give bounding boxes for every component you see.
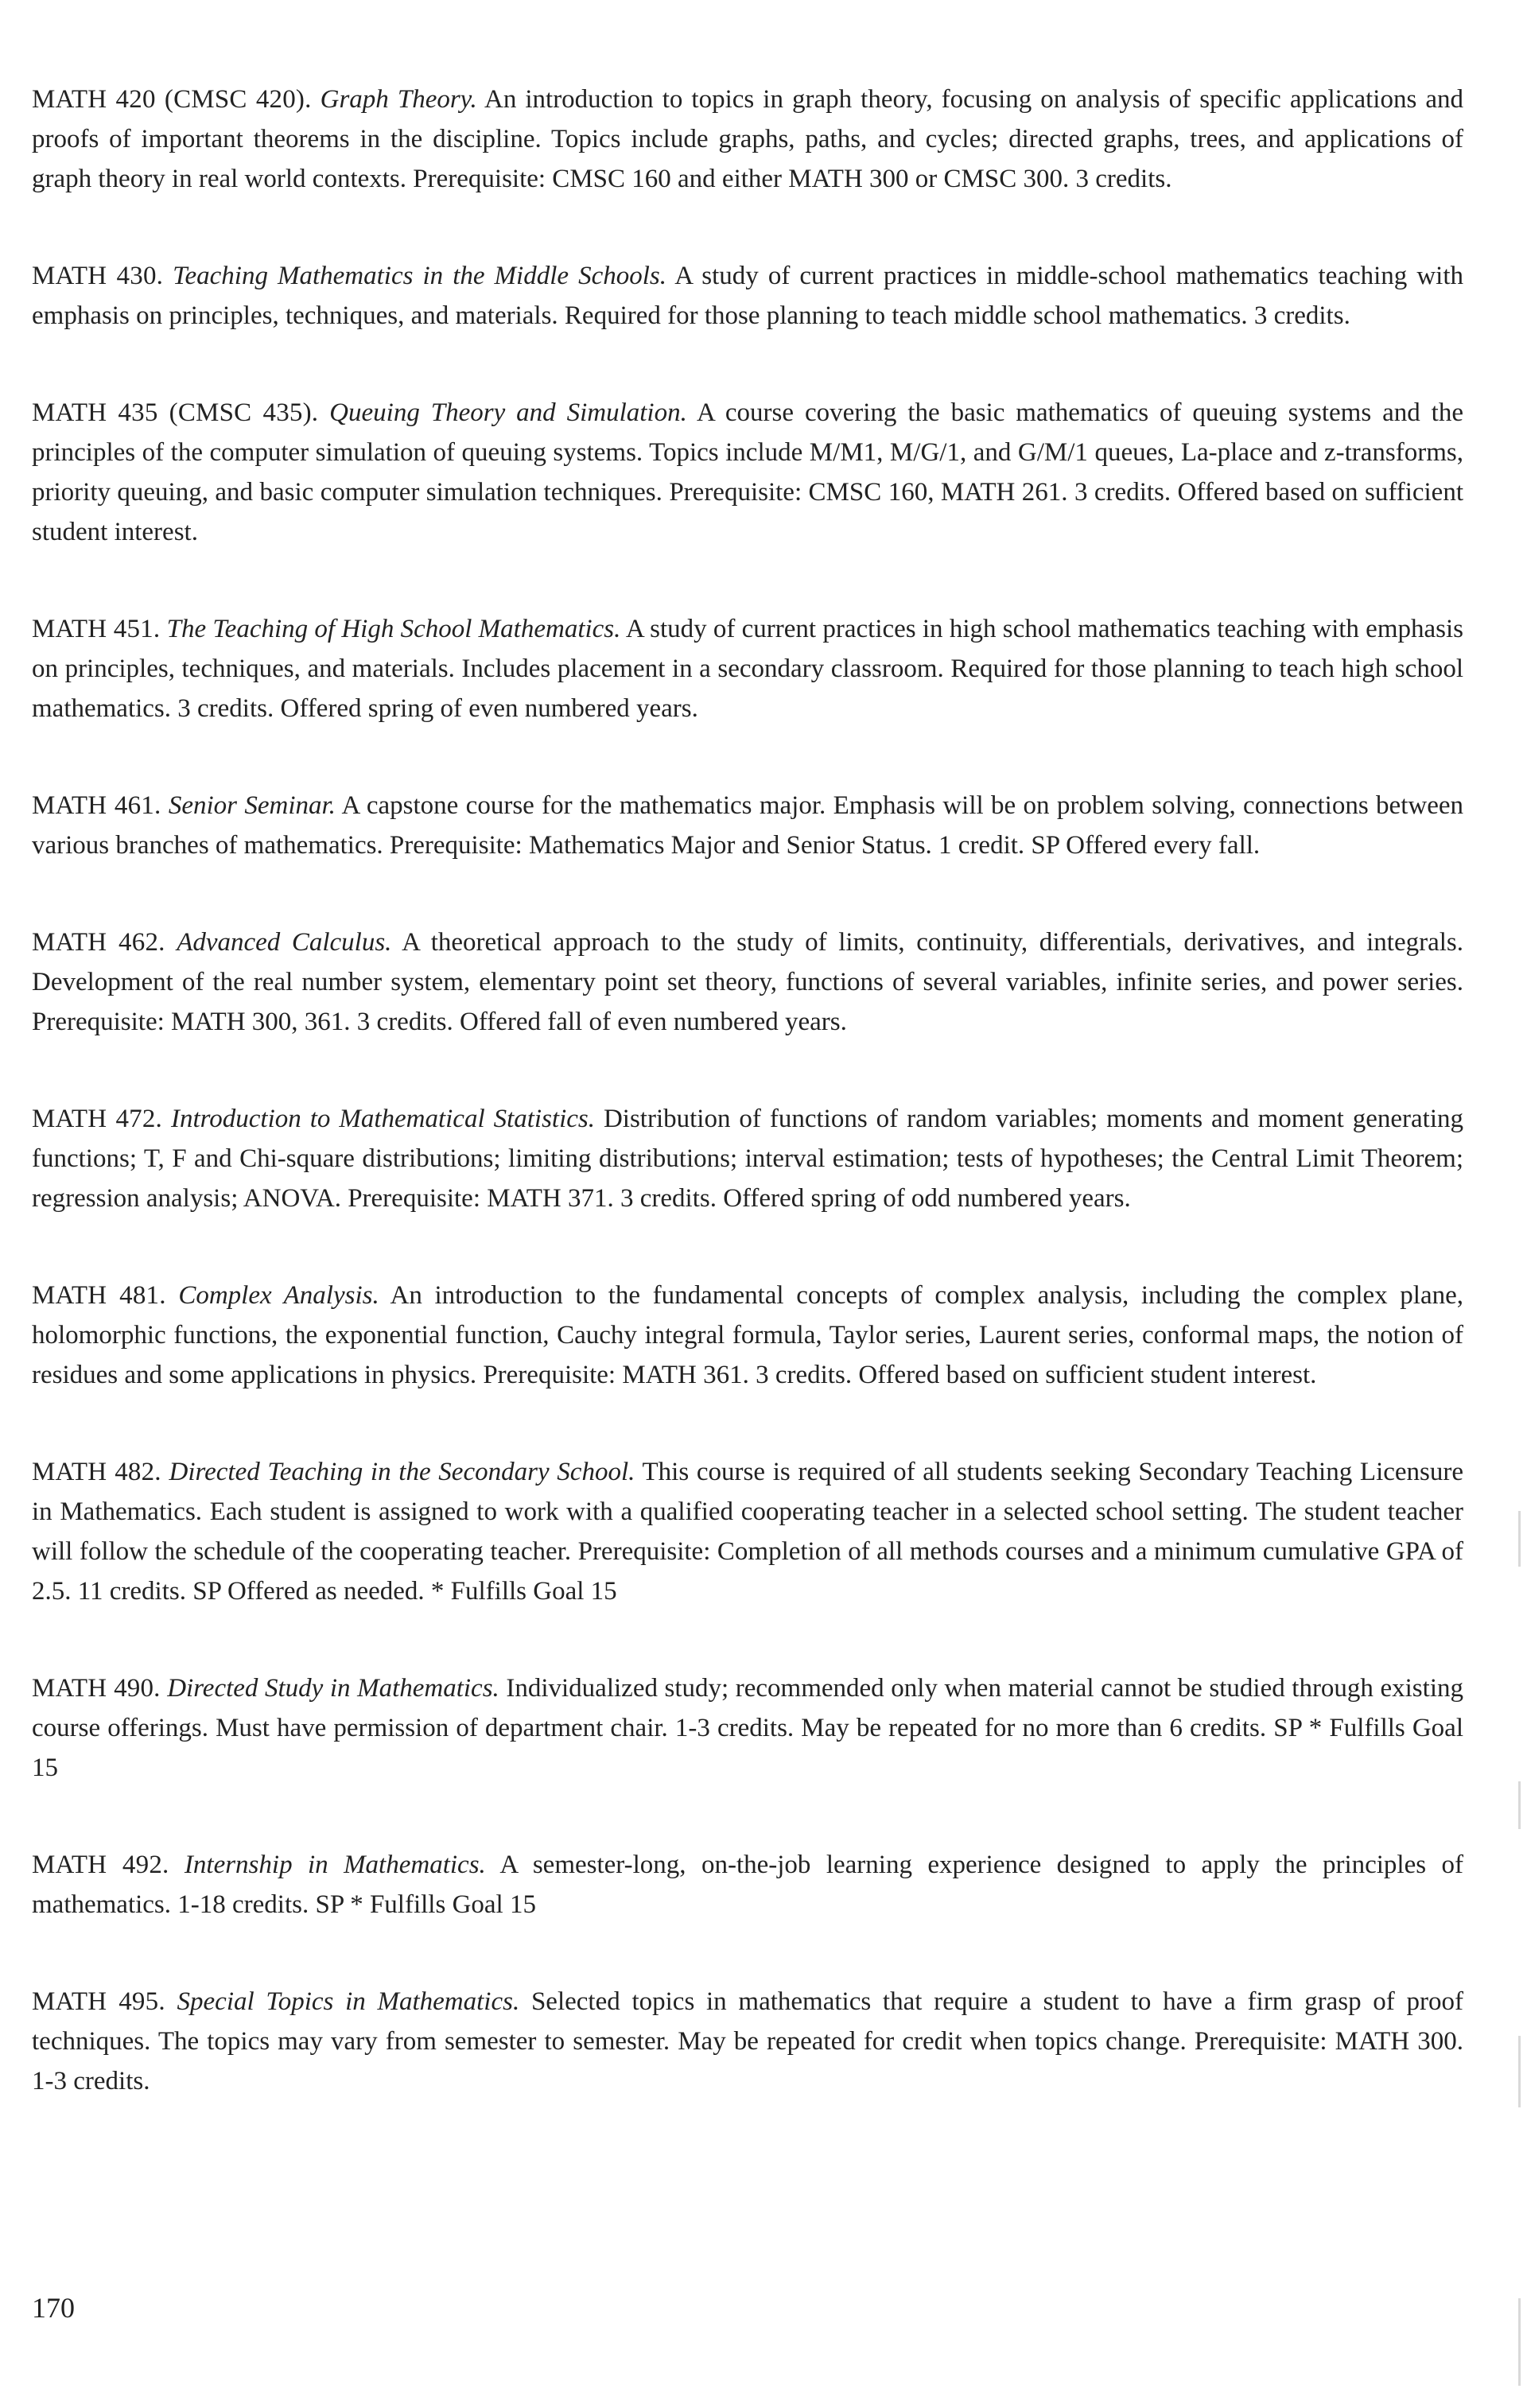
course-title: Special Topics in Mathematics. — [177, 1987, 520, 2016]
course-entry-math-420 — [32, 80, 1463, 199]
course-title: Senior Seminar. — [168, 791, 336, 820]
course-description: Selected topics in mathematics that require a student to have a firm grasp of proof techniques. The topics may vary from semester to semester. May be repeated for credit when topics change. Prerequisite: MATH 300. 1-3 credits. — [32, 1987, 1463, 2095]
course-code: MATH 435 (CMSC 435). — [32, 398, 319, 427]
course-entry-math-472 — [32, 1099, 1463, 1218]
course-title: Graph Theory. — [320, 85, 477, 114]
course-code: MATH 451. — [32, 615, 161, 643]
page-number: 170 — [32, 2292, 75, 2324]
course-description: A capstone course for the mathematics major. Emphasis will be on problem solving, connections between various branches of mathematics. Prerequisite: Mathematics Major and Senior Status. 1 credit. SP Offered every fall. — [32, 791, 1463, 860]
course-description: This course is required of all students seeking Secondary Teaching Licensure in Mathematics. Each student is assigned to work with a qualified cooperating teacher in a selected school setting. The student teacher will follow the schedule of the cooperating teacher. Prerequisite: Completion of all methods courses and a minimum cumulative GPA of 2.5. 11 credits. SP Offered as needed. * Fulfills Goal 15 — [32, 1458, 1464, 1606]
course-entry-math-481 — [32, 1276, 1463, 1395]
course-code: MATH 495. — [32, 1987, 165, 2016]
course-entry-math-462 — [32, 922, 1463, 1042]
course-title: Internship in Mathematics. — [184, 1851, 486, 1879]
course-title: Directed Teaching in the Secondary School. — [169, 1458, 635, 1486]
course-entry-math-461 — [32, 786, 1463, 865]
course-entry-math-451 — [32, 609, 1463, 728]
course-code: MATH 472. — [32, 1105, 163, 1133]
course-description: A study of current practices in middle-school mathematics teaching with emphasis on principles, techniques, and materials. Required for those planning to teach middle school mathematics. 3 credits. — [32, 262, 1463, 330]
course-entry-math-495 — [32, 1982, 1463, 2101]
course-listing — [32, 80, 1463, 2158]
course-entry-math-482 — [32, 1452, 1463, 1611]
course-description: An introduction to topics in graph theory, focusing on analysis of specific applications and proofs of important theorems in the discipline. Topics include graphs, paths, and cycles; directed graphs, trees, and applications of graph theory in real world contexts. Prerequisite: CMSC 160 and either MATH 300 or CMSC 300. 3 credits. — [32, 85, 1464, 193]
course-title: Directed Study in Mathematics. — [167, 1674, 499, 1703]
course-entry-math-435 — [32, 393, 1463, 552]
course-code: MATH 461. — [32, 791, 161, 820]
course-title: The Teaching of High School Mathematics. — [166, 615, 621, 643]
course-description: A semester-long, on-the-job learning experience designed to apply the principles of mathematics. 1-18 credits. SP * Fulfills Goal 15 — [32, 1851, 1464, 1919]
course-description: A course covering the basic mathematics of queuing systems and the principles of the computer simulation of queuing systems. Topics include M/M1, M/G/1, and G/M/1 queues, La-place and z-transforms, priority queuing, and basic computer simulation techniques. Prerequisite: CMSC 160, MATH 261. 3 credits. Offered based on sufficient student interest. — [32, 398, 1463, 546]
course-title: Teaching Mathematics in the Middle Schools. — [173, 262, 666, 290]
course-code: MATH 462. — [32, 928, 165, 957]
course-title: Queuing Theory and Simulation. — [329, 398, 687, 427]
course-description: Individualized study; recommended only when material cannot be studied through existing course offerings. Must have permission of department chair. 1-3 credits. May be repeated for no more than 6 credits. SP * Fulfills Goal 15 — [32, 1674, 1463, 1782]
scan-edge-mark — [1518, 1781, 1521, 1829]
course-code: MATH 430. — [32, 262, 164, 290]
course-title: Introduction to Mathematical Statistics. — [170, 1105, 595, 1133]
course-code: MATH 492. — [32, 1851, 169, 1879]
course-code: MATH 490. — [32, 1674, 161, 1703]
course-description: An introduction to the fundamental concepts of complex analysis, including the complex plane, holomorphic functions, the exponential function, Cauchy integral formula, Taylor series, Laurent series, conformal maps, the notion of residues and some applications in physics. Prerequisite: MATH 361. 3 credits. Offered based on sufficient student interest. — [32, 1281, 1463, 1389]
course-code: MATH 420 (CMSC 420). — [32, 85, 312, 114]
course-code: MATH 482. — [32, 1458, 161, 1486]
course-title: Complex Analysis. — [178, 1281, 379, 1310]
course-description: Distribution of functions of random variables; moments and moment generating functions; T, F and Chi-square distributions; limiting distributions; interval estimation; tests of hypotheses; the Central Limit Theorem; regression analysis; ANOVA. Prerequisite: MATH 371. 3 credits. Offered spring of odd numbered years. — [32, 1105, 1464, 1213]
scan-edge-mark — [1518, 2298, 1521, 2386]
scan-edge-mark — [1518, 2036, 1521, 2107]
scan-edge-mark — [1518, 1511, 1521, 1567]
course-description: A theoretical approach to the study of limits, continuity, differentials, derivatives, and integrals. Development of the real number system, elementary point set theory, functions of several variables, infinite series, and power series. Prerequisite: MATH 300, 361. 3 credits. Offered fall of even numbered years. — [32, 928, 1464, 1036]
course-code: MATH 481. — [32, 1281, 166, 1310]
course-description: A study of current practices in high school mathematics teaching with emphasis on principles, techniques, and materials. Includes placement in a secondary classroom. Required for those planning to teach high school mathematics. 3 credits. Offered spring of even numbered years. — [32, 615, 1463, 723]
course-entry-math-490 — [32, 1668, 1463, 1788]
course-entry-math-430 — [32, 256, 1463, 336]
course-entry-math-492 — [32, 1845, 1463, 1924]
course-title: Advanced Calculus. — [177, 928, 392, 957]
